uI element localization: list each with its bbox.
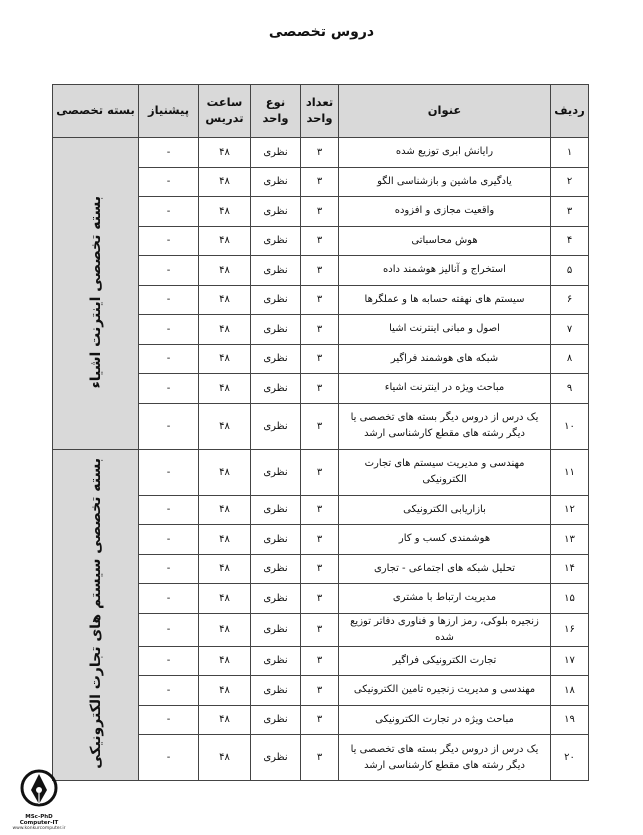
cell-title: شبکه های هوشمند فراگیر xyxy=(339,344,551,374)
cell-row-no: ۱۰ xyxy=(551,403,589,449)
cell-hours: ۴۸ xyxy=(199,344,251,374)
cell-prereq: - xyxy=(139,495,199,525)
cell-hours: ۴۸ xyxy=(199,705,251,735)
cell-row-no: ۱۹ xyxy=(551,705,589,735)
cell-unit-type: نظری xyxy=(251,167,301,197)
cell-row-no: ۹ xyxy=(551,374,589,404)
cell-title: مدیریت ارتباط با مشتری xyxy=(339,584,551,614)
cell-row-no: ۲ xyxy=(551,167,589,197)
cell-row-no: ۱ xyxy=(551,138,589,168)
header-package: بسته تخصصی xyxy=(53,85,139,138)
cell-units: ۳ xyxy=(301,226,339,256)
cell-units: ۳ xyxy=(301,646,339,676)
cell-row-no: ۵ xyxy=(551,256,589,286)
cell-prereq: - xyxy=(139,197,199,227)
cell-title: تحلیل شبکه های اجتماعی - تجاری xyxy=(339,554,551,584)
package-cell xyxy=(53,449,139,781)
header-row-no: ردیف xyxy=(551,85,589,138)
cell-unit-type: نظری xyxy=(251,138,301,168)
cell-title: رایانش ابری توزیع شده xyxy=(339,138,551,168)
cell-units: ۳ xyxy=(301,197,339,227)
courses-table xyxy=(52,84,589,781)
package-label: بسته تخصصی اینترنت اشیاء xyxy=(87,195,104,388)
cell-prereq: - xyxy=(139,525,199,555)
cell-title: مهندسی و مدیریت سیستم های تجارت الکترونیکی xyxy=(339,449,551,495)
cell-row-no: ۸ xyxy=(551,344,589,374)
logo-line2: www.konkurcomputer.ir xyxy=(12,826,66,831)
cell-unit-type: نظری xyxy=(251,705,301,735)
package-label: بسته تخصصی سیستم های تجارت الکترونیکی xyxy=(87,457,104,769)
cell-row-no: ۱۶ xyxy=(551,613,589,646)
cell-row-no: ۱۷ xyxy=(551,646,589,676)
cell-row-no: ۱۸ xyxy=(551,676,589,706)
cell-title: مباحث ویژه در تجارت الکترونیکی xyxy=(339,705,551,735)
cell-unit-type: نظری xyxy=(251,315,301,345)
cell-units: ۳ xyxy=(301,138,339,168)
package-cell xyxy=(53,138,139,450)
cell-title: زنجیره بلوکی، رمز ارزها و فناوری دفاتر توزیع شده xyxy=(339,613,551,646)
cell-title: بازاریابی الکترونیکی xyxy=(339,495,551,525)
cell-title: واقعیت مجازی و افزوده xyxy=(339,197,551,227)
header-unit-type: نوع واحد xyxy=(251,85,301,138)
cell-row-no: ۴ xyxy=(551,226,589,256)
cell-title: یک درس از دروس دیگر بسته های تخصصی یا دیگر رشته های مقطع کارشناسی ارشد xyxy=(339,403,551,449)
cell-units: ۳ xyxy=(301,525,339,555)
cell-hours: ۴۸ xyxy=(199,167,251,197)
cell-title: هوش محاسباتی xyxy=(339,226,551,256)
cell-unit-type: نظری xyxy=(251,584,301,614)
cell-hours: ۴۸ xyxy=(199,226,251,256)
cell-title: استخراج و آنالیز هوشمند داده xyxy=(339,256,551,286)
cell-prereq: - xyxy=(139,449,199,495)
cell-units: ۳ xyxy=(301,344,339,374)
cell-units: ۳ xyxy=(301,315,339,345)
table-row xyxy=(53,138,589,168)
cell-prereq: - xyxy=(139,646,199,676)
cell-hours: ۴۸ xyxy=(199,554,251,584)
cell-unit-type: نظری xyxy=(251,735,301,781)
cell-unit-type: نظری xyxy=(251,646,301,676)
cell-unit-type: نظری xyxy=(251,403,301,449)
cell-title: اصول و مبانی اینترنت اشیا xyxy=(339,315,551,345)
cell-unit-type: نظری xyxy=(251,374,301,404)
cell-prereq: - xyxy=(139,613,199,646)
cell-units: ۳ xyxy=(301,374,339,404)
cell-hours: ۴۸ xyxy=(199,403,251,449)
cell-units: ۳ xyxy=(301,584,339,614)
cell-hours: ۴۸ xyxy=(199,676,251,706)
cell-row-no: ۲۰ xyxy=(551,735,589,781)
header-units: تعداد واحد xyxy=(301,85,339,138)
cell-unit-type: نظری xyxy=(251,525,301,555)
cell-prereq: - xyxy=(139,676,199,706)
cell-title: تجارت الکترونیکی فراگیر xyxy=(339,646,551,676)
cell-units: ۳ xyxy=(301,167,339,197)
cell-hours: ۴۸ xyxy=(199,138,251,168)
cell-units: ۳ xyxy=(301,285,339,315)
cell-hours: ۴۸ xyxy=(199,735,251,781)
cell-unit-type: نظری xyxy=(251,676,301,706)
logo xyxy=(8,768,70,830)
cell-prereq: - xyxy=(139,226,199,256)
cell-row-no: ۷ xyxy=(551,315,589,345)
cell-row-no: ۱۱ xyxy=(551,449,589,495)
cell-units: ۳ xyxy=(301,735,339,781)
cell-prereq: - xyxy=(139,256,199,286)
cell-hours: ۴۸ xyxy=(199,197,251,227)
cell-hours: ۴۸ xyxy=(199,449,251,495)
logo-line1: MSc-PhD Computer-IT xyxy=(19,814,59,826)
cell-hours: ۴۸ xyxy=(199,285,251,315)
cell-prereq: - xyxy=(139,403,199,449)
cell-row-no: ۱۳ xyxy=(551,525,589,555)
table-row xyxy=(53,449,589,495)
cell-units: ۳ xyxy=(301,554,339,584)
cell-unit-type: نظری xyxy=(251,226,301,256)
cell-title: هوشمندی کسب و کار xyxy=(339,525,551,555)
cell-units: ۳ xyxy=(301,403,339,449)
header-hours: ساعت تدریس xyxy=(199,85,251,138)
cell-title: مهندسی و مدیریت زنجیره تامین الکترونیکی xyxy=(339,676,551,706)
cell-prereq: - xyxy=(139,344,199,374)
cell-hours: ۴۸ xyxy=(199,646,251,676)
cell-unit-type: نظری xyxy=(251,613,301,646)
cell-prereq: - xyxy=(139,285,199,315)
cell-units: ۳ xyxy=(301,256,339,286)
cell-hours: ۴۸ xyxy=(199,584,251,614)
page-title: دروس تخصصی xyxy=(268,24,375,40)
cell-title: یک درس از دروس دیگر بسته های تخصصی یا دیگر رشته های مقطع کارشناسی ارشد xyxy=(339,735,551,781)
cell-prereq: - xyxy=(139,374,199,404)
cell-hours: ۴۸ xyxy=(199,256,251,286)
cell-unit-type: نظری xyxy=(251,285,301,315)
cell-units: ۳ xyxy=(301,613,339,646)
cell-units: ۳ xyxy=(301,705,339,735)
cell-units: ۳ xyxy=(301,676,339,706)
cell-unit-type: نظری xyxy=(251,554,301,584)
cell-row-no: ۶ xyxy=(551,285,589,315)
cell-title: سیستم های نهفته حسابه ها و عملگرها xyxy=(339,285,551,315)
header-prereq: پیشنیاز xyxy=(139,85,199,138)
cell-prereq: - xyxy=(139,735,199,781)
cell-prereq: - xyxy=(139,554,199,584)
cell-prereq: - xyxy=(139,167,199,197)
header-title: عنوان xyxy=(339,85,551,138)
cell-prereq: - xyxy=(139,315,199,345)
cell-prereq: - xyxy=(139,705,199,735)
cell-hours: ۴۸ xyxy=(199,374,251,404)
cell-unit-type: نظری xyxy=(251,344,301,374)
cell-row-no: ۱۵ xyxy=(551,584,589,614)
cell-hours: ۴۸ xyxy=(199,525,251,555)
cell-units: ۳ xyxy=(301,495,339,525)
cell-hours: ۴۸ xyxy=(199,495,251,525)
cell-prereq: - xyxy=(139,138,199,168)
pen-nib-logo-icon xyxy=(19,768,59,812)
cell-units: ۳ xyxy=(301,449,339,495)
cell-hours: ۴۸ xyxy=(199,315,251,345)
cell-row-no: ۳ xyxy=(551,197,589,227)
cell-row-no: ۱۲ xyxy=(551,495,589,525)
table-header-row xyxy=(53,85,589,138)
cell-hours: ۴۸ xyxy=(199,613,251,646)
cell-unit-type: نظری xyxy=(251,449,301,495)
cell-unit-type: نظری xyxy=(251,256,301,286)
cell-row-no: ۱۴ xyxy=(551,554,589,584)
cell-title: مباحث ویژه در اینترنت اشیاء xyxy=(339,374,551,404)
cell-title: یادگیری ماشین و بازشناسی الگو xyxy=(339,167,551,197)
cell-unit-type: نظری xyxy=(251,197,301,227)
cell-prereq: - xyxy=(139,584,199,614)
cell-unit-type: نظری xyxy=(251,495,301,525)
